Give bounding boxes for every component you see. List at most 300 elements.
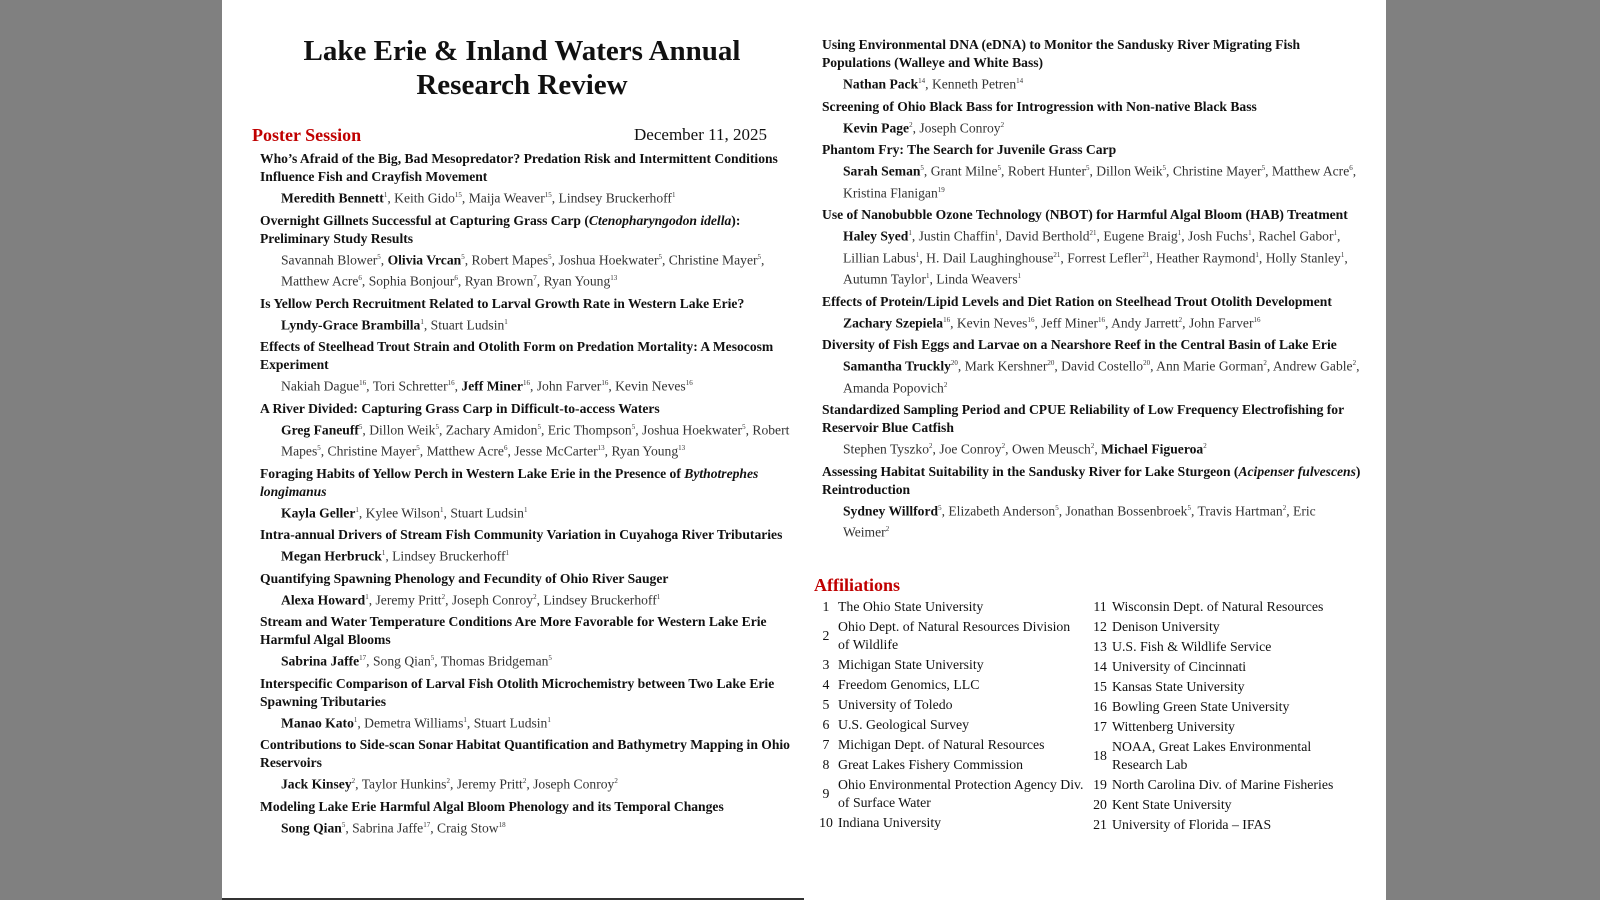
author-name: Christine Mayer — [668, 252, 758, 268]
author-name: Haley Syed — [843, 228, 909, 244]
author-name: Zachary Szepiela — [843, 315, 944, 331]
author-name: Dillon Weik — [369, 422, 436, 438]
affiliation-name: North Carolina Div. of Marine Fisheries — [1112, 777, 1334, 792]
poster-entry — [260, 212, 792, 291]
affiliation-row — [814, 676, 1084, 694]
poster-authors: Stephen Tyszko$^2$, Joe Conroy$^2$, Owen Meusch$^2$, Michael Figueroa$^2$ — [843, 441, 1207, 457]
affiliation-superscript: 5 — [1086, 164, 1090, 173]
affiliation-name: NOAA, Great Lakes Environmental Research Lab — [1112, 739, 1312, 772]
author-name: Lindsey Bruckerhoff — [543, 592, 657, 608]
affiliation-row — [1088, 658, 1358, 676]
affiliation-superscript: 7 — [533, 274, 537, 283]
affiliation-number: 12 — [1093, 619, 1107, 634]
affiliation-superscript: 5 — [631, 422, 636, 431]
affiliation-superscript: 2 — [1001, 442, 1006, 451]
affiliation-superscript: 1 — [523, 505, 528, 514]
poster-title: Effects of Protein/Lipid Levels and Diet Ration on Steelhead Trout Otolith Development — [822, 293, 1332, 309]
poster-authors: Savannah Blower$^5$, Olivia Vrcan$^5$, Robert Mapes$^5$, Joshua Hoekwater$^5$, Christine Mayer$^5$, Matthew Acre$^6$, Sophia Bonjour$^6$, Ryan Brown$^7$, Ryan Young$^{13}$ — [281, 252, 765, 289]
author-name: Linda Weavers — [936, 271, 1018, 287]
affiliation-superscript: 1 — [420, 317, 424, 326]
affiliation-superscript: 5 — [416, 444, 420, 453]
affiliation-superscript: 1 — [1340, 250, 1345, 259]
poster-entry — [822, 141, 1362, 202]
affiliation-superscript: 5 — [1187, 503, 1191, 512]
poster-title: Screening of Ohio Black Bass for Introgression with Non-native Black Bass — [822, 98, 1257, 114]
poster-title: A River Divided: Capturing Grass Carp in Difficult-to-access Waters — [260, 400, 660, 416]
poster-entry — [822, 401, 1362, 459]
poster-authors: Kayla Geller$^1$, Kylee Wilson$^1$, Stuart Ludsin$^1$ — [281, 505, 528, 521]
affiliation-superscript: 16 — [522, 379, 530, 388]
author-name: Ann Marie Gorman — [1156, 358, 1264, 374]
affiliation-superscript: 1 — [1017, 272, 1022, 281]
affiliation-superscript: 5 — [1055, 503, 1059, 512]
affiliation-superscript: 2 — [1203, 442, 1207, 451]
affiliation-superscript: 2 — [1000, 120, 1005, 129]
affiliation-superscript: 16 — [685, 379, 693, 388]
affiliation-superscript: 20 — [1143, 359, 1151, 368]
author-name: Craig Stow — [437, 820, 499, 836]
author-name: Samantha Truckly — [843, 358, 951, 374]
author-name: Kevin Neves — [956, 315, 1028, 331]
affiliation-superscript: 16 — [359, 379, 367, 388]
affiliation-row — [814, 716, 1084, 734]
affiliation-name: Indiana University — [838, 815, 942, 830]
author-name: Travis Hartman — [1197, 503, 1283, 519]
affiliation-superscript: 2 — [929, 442, 933, 451]
author-name: Ryan Brown — [464, 273, 534, 289]
affiliation-superscript: 1 — [995, 229, 999, 238]
affiliation-superscript: 5 — [461, 252, 465, 261]
affiliation-name: Freedom Genomics, LLC — [838, 677, 980, 692]
author-name: Alexa Howard — [281, 592, 366, 608]
affiliation-superscript: 2 — [1090, 442, 1095, 451]
author-name: Sarah Seman — [843, 163, 921, 179]
affiliation-name: Wittenberg University — [1112, 719, 1235, 734]
author-name: Olivia Vrcan — [387, 252, 462, 268]
title-line-1: Lake Erie & Inland Waters Annual — [303, 35, 741, 67]
poster-title: Stream and Water Temperature Conditions Are More Favorable for Western Lake Erie Harmful Algal Blooms — [260, 614, 767, 648]
poster-title: Effects of Steelhead Trout Strain and Otolith Form on Predation Mortality: A Mesocosm Experiment — [260, 339, 774, 373]
affiliation-superscript: 13 — [597, 444, 605, 453]
author-name: Eric Weimer — [843, 503, 1316, 540]
affiliation-superscript: 2 — [1282, 503, 1287, 512]
affiliation-number: 15 — [1093, 679, 1107, 694]
author-name: Holly Stanley — [1265, 250, 1341, 266]
affiliation-superscript: 21 — [1089, 229, 1097, 238]
affiliation-superscript: 1 — [1177, 229, 1182, 238]
author-name: Kevin Neves — [615, 378, 686, 394]
affiliation-row — [1088, 618, 1358, 636]
affiliation-superscript: 2 — [441, 592, 446, 601]
poster-authors: Sydney Willford$^5$, Elizabeth Anderson$^5$, Jonathan Bossenbroek$^5$, Travis Hartman$^2$, Eric Weimer$^2$ — [843, 503, 1316, 540]
poster-title: Intra-annual Drivers of Stream Fish Community Variation in Cuyahoga River Tributaries — [260, 527, 783, 543]
affiliation-number: 5 — [822, 697, 830, 712]
affiliation-superscript: 5 — [377, 252, 381, 261]
affiliation-superscript: 21 — [1053, 250, 1061, 259]
author-name: Thomas Bridgeman — [440, 653, 549, 669]
affiliation-row — [1088, 718, 1358, 736]
author-name: Matthew Acre — [426, 443, 504, 459]
affiliation-number: 11 — [1093, 599, 1107, 614]
poster-entry — [260, 613, 792, 671]
author-name: Amanda Popovich — [843, 380, 944, 396]
poster-entry — [260, 526, 792, 566]
affiliation-superscript: 5 — [1162, 164, 1167, 173]
affiliation-superscript: 5 — [938, 503, 942, 512]
author-name: Stephen Tyszko — [843, 441, 930, 457]
affiliation-superscript: 5 — [341, 820, 346, 829]
poster-entry — [260, 400, 792, 461]
affiliation-row — [1088, 678, 1358, 696]
affiliation-superscript: 6 — [358, 274, 362, 283]
affiliation-superscript: 5 — [317, 444, 321, 453]
author-name: Forrest Lefler — [1067, 250, 1143, 266]
affiliation-superscript: 13 — [610, 274, 618, 283]
affiliation-number: 18 — [1093, 748, 1107, 763]
affiliation-superscript: 1 — [915, 250, 920, 259]
affiliation-superscript: 20 — [950, 359, 958, 368]
affiliation-superscript: 2 — [446, 777, 450, 786]
affiliation-superscript: 13 — [678, 444, 686, 453]
author-name: Jeff Miner — [1041, 315, 1099, 331]
affiliation-superscript: 2 — [522, 777, 527, 786]
author-name: Joe Conroy — [939, 441, 1002, 457]
author-name: Christine Mayer — [327, 443, 417, 459]
affiliation-superscript: 2 — [614, 777, 618, 786]
author-name: John Farver — [1188, 315, 1254, 331]
author-name: Owen Meusch — [1011, 441, 1091, 457]
affiliation-superscript: 1 — [381, 549, 386, 558]
author-name: Matthew Acre — [281, 273, 359, 289]
poster-entry — [822, 98, 1362, 138]
author-name: Zachary Amidon — [445, 422, 538, 438]
poster-title: Foraging Habits of Yellow Perch in Western Lake Erie in the Presence of Bythotrephes longimanus — [260, 465, 759, 499]
author-name: Joshua Hoekwater — [642, 422, 743, 438]
author-name: Stuart Ludsin — [473, 715, 548, 731]
affiliation-row — [814, 656, 1084, 674]
affiliation-name: Wisconsin Dept. of Natural Resources — [1112, 599, 1324, 614]
affiliation-superscript: 5 — [1261, 164, 1266, 173]
author-name: Demetra Williams — [364, 715, 464, 731]
author-name: Jesse McCarter — [514, 443, 598, 459]
affiliation-superscript: 1 — [505, 549, 509, 558]
affiliation-superscript: 1 — [365, 592, 369, 601]
affiliation-superscript: 5 — [430, 654, 435, 663]
poster-entry — [822, 293, 1362, 333]
author-name: Andrew Gable — [1272, 358, 1353, 374]
affiliation-superscript: 2 — [1263, 359, 1267, 368]
poster-authors: Nakiah Dague$^{16}$, Tori Schretter$^{16}$, Jeff Miner$^{16}$, John Farver$^{16}$, Kevin Neves$^{16}$ — [281, 378, 693, 394]
author-name: Jeremy Pritt — [456, 776, 523, 792]
affiliation-name: U.S. Fish & Wildlife Service — [1112, 639, 1272, 654]
affiliation-superscript: 1 — [1255, 250, 1259, 259]
poster-authors: Greg Faneuff$^5$, Dillon Weik$^5$, Zachary Amidon$^5$, Eric Thompson$^5$, Joshua Hoekwater$^5$, Robert Mapes$^5$, Christine Mayer$^5$, Matthew Acre$^6$, Jesse McCarter$^{13}$, Ryan Young$^{13}$ — [281, 422, 790, 459]
author-name: Mark Kershner — [964, 358, 1048, 374]
poster-entry — [260, 798, 792, 838]
author-name: Kevin Page — [843, 120, 910, 136]
author-name: Joseph Conroy — [919, 120, 1001, 136]
affiliation-number: 13 — [1093, 639, 1107, 654]
poster-authors: Megan Herbruck$^1$, Lindsey Bruckerhoff$^1$ — [281, 548, 509, 564]
affiliation-superscript: 2 — [943, 380, 948, 389]
author-name: Sabrina Jaffe — [281, 653, 360, 669]
affiliation-superscript: 2 — [1178, 315, 1183, 324]
author-name: Megan Herbruck — [281, 548, 382, 564]
affiliation-number: 19 — [1093, 777, 1107, 792]
document-title — [252, 34, 792, 102]
title-line-2: Research Review — [416, 69, 628, 101]
affiliation-superscript: 5 — [537, 422, 541, 431]
author-name: Josh Fuchs — [1188, 228, 1249, 244]
author-name: Stuart Ludsin — [430, 317, 505, 333]
author-name: Sabrina Jaffe — [352, 820, 424, 836]
affiliation-superscript: 5 — [548, 252, 552, 261]
poster-entry — [822, 463, 1362, 542]
author-name: Andy Jarrett — [1111, 315, 1179, 331]
author-name: Eugene Braig — [1103, 228, 1178, 244]
affiliation-name: University of Cincinnati — [1112, 659, 1247, 674]
affiliation-superscript: 5 — [757, 252, 761, 261]
affiliation-number: 7 — [822, 737, 830, 752]
affiliation-superscript: 5 — [658, 252, 662, 261]
author-name: Meredith Bennett — [281, 190, 384, 206]
poster-title: Standardized Sampling Period and CPUE Reliability of Low Frequency Electrofishing for Reservoir Blue Catfish — [822, 402, 1344, 436]
affiliation-superscript: 14 — [918, 77, 926, 85]
author-name: Rachel Gabor — [1258, 228, 1334, 244]
author-name: Sydney Willford — [843, 503, 939, 519]
affiliation-superscript: 1 — [671, 191, 676, 199]
affiliations-heading: Affiliations — [814, 575, 901, 595]
affiliation-superscript: 5 — [548, 654, 552, 663]
poster-entry — [822, 336, 1362, 397]
author-name: Eric Thompson — [547, 422, 632, 438]
author-name: Sophia Bonjour — [368, 273, 455, 289]
poster-title: Who’s Afraid of the Big, Bad Mesopredator? Predation Risk and Intermittent Conditions Influence Fish and Crayfish Movement — [260, 151, 778, 184]
affiliation-superscript: 1 — [383, 191, 388, 199]
author-name: Lindsey Bruckerhoff — [558, 190, 672, 206]
author-name: Ryan Young — [543, 273, 611, 289]
affiliation-superscript: 18 — [498, 820, 506, 829]
affiliation-row — [814, 776, 1084, 812]
author-name: Maija Weaver — [468, 190, 545, 206]
author-name: Kayla Geller — [281, 505, 356, 521]
affiliation-number: 8 — [822, 757, 830, 772]
author-name: Jeremy Pritt — [375, 592, 442, 608]
poster-authors: Nathan Pack$^{14}$, Kenneth Petren$^{14}$ — [843, 76, 1024, 92]
affiliation-superscript: 2 — [351, 777, 356, 786]
affiliation-superscript: 1 — [440, 505, 444, 514]
author-name: Lillian Labus — [843, 250, 916, 266]
author-name: Robert Mapes — [281, 422, 790, 459]
affiliation-row — [814, 756, 1084, 774]
affiliation-superscript: 5 — [997, 164, 1002, 173]
affiliation-superscript: 2 — [885, 525, 890, 534]
author-name: Keith Gido — [394, 190, 455, 206]
poster-title: Assessing Habitat Suitability in the Sandusky River for Lake Sturgeon (Acipenser fulvescens) Reintroduction — [822, 463, 1361, 497]
poster-title: Using Environmental DNA (eDNA) to Monitor the Sandusky River Migrating Fish Populations (Walleye and White Bass) — [822, 37, 1301, 70]
affiliation-name: Michigan State University — [838, 657, 984, 672]
affiliation-superscript: 1 — [656, 592, 661, 601]
author-name: John Farver — [536, 378, 602, 394]
affiliation-superscript: 5 — [435, 422, 439, 431]
affiliation-row — [1088, 738, 1358, 774]
author-name: Tori Schretter — [372, 378, 448, 394]
author-name: Joseph Conroy — [533, 776, 615, 792]
author-name: Christine Mayer — [1172, 163, 1262, 179]
affiliation-superscript: 17 — [423, 820, 431, 829]
author-name: David Costello — [1061, 358, 1144, 374]
document-page — [222, 0, 1386, 900]
affiliation-superscript: 2 — [533, 592, 537, 601]
affiliation-number: 10 — [819, 815, 833, 830]
affiliation-number: 16 — [1093, 699, 1107, 714]
author-name: Joshua Hoekwater — [558, 252, 659, 268]
affiliations-column-right — [1088, 598, 1358, 836]
poster-title: Overnight Gillnets Successful at Capturing Grass Carp (Ctenopharyngodon idella): Preliminary Study Results — [260, 212, 741, 246]
affiliation-superscript: 15 — [454, 191, 462, 199]
affiliation-superscript: 16 — [601, 379, 609, 388]
affiliation-row — [1088, 796, 1358, 814]
poster-authors: Manao Kato$^1$, Demetra Williams$^1$, Stuart Ludsin$^1$ — [281, 715, 551, 731]
affiliation-superscript: 16 — [1253, 315, 1261, 324]
affiliation-superscript: 6 — [1349, 164, 1353, 173]
poster-authors: Zachary Szepiela$^{16}$, Kevin Neves$^{16}$, Jeff Miner$^{16}$, Andy Jarrett$^2$, John Farver$^{16}$ — [843, 315, 1261, 331]
affiliation-row — [1088, 698, 1358, 716]
affiliation-superscript: 15 — [544, 191, 552, 199]
affiliation-superscript: 1 — [926, 272, 930, 281]
affiliation-number: 1 — [822, 599, 830, 614]
affiliation-number: 9 — [822, 786, 830, 801]
affiliation-row — [814, 696, 1084, 714]
affiliation-superscript: 1 — [355, 505, 359, 514]
poster-authors: Jack Kinsey$^2$, Taylor Hunkins$^2$, Jeremy Pritt$^2$, Joseph Conroy$^2$ — [281, 776, 618, 792]
author-name: Nathan Pack — [843, 76, 919, 92]
author-name: Jeff Miner — [461, 378, 523, 394]
author-name: Lyndy-Grace Brambilla — [281, 317, 421, 333]
affiliation-row — [1088, 598, 1358, 616]
affiliation-superscript: 21 — [1142, 250, 1150, 259]
affiliation-superscript: 16 — [1027, 315, 1035, 324]
poster-title: Phantom Fry: The Search for Juvenile Grass Carp — [822, 142, 1117, 158]
affiliation-row — [814, 598, 1084, 616]
affiliation-superscript: 19 — [937, 185, 945, 194]
affiliation-number: 6 — [822, 717, 830, 732]
author-name: Elizabeth Anderson — [948, 503, 1056, 519]
affiliation-superscript: 17 — [359, 654, 367, 663]
poster-authors: Alexa Howard$^1$, Jeremy Pritt$^2$, Joseph Conroy$^2$, Lindsey Bruckerhoff$^1$ — [281, 592, 661, 608]
author-name: Matthew Acre — [1271, 163, 1350, 179]
author-name: Song Qian — [281, 820, 342, 836]
affiliation-superscript: 20 — [1047, 359, 1055, 368]
affiliation-superscript: 16 — [447, 379, 455, 388]
poster-title: Contributions to Side-scan Sonar Habitat Quantification and Bathymetry Mapping in Ohio Reservoirs — [260, 737, 790, 771]
author-name: H. Dail Laughinghouse — [926, 250, 1054, 266]
affiliation-name: Ohio Dept. of Natural Resources Division of Wildlife — [838, 619, 1071, 652]
author-name: Jonathan Bossenbroek — [1065, 503, 1188, 519]
affiliation-superscript: 5 — [742, 422, 746, 431]
affiliation-number: 3 — [822, 657, 830, 672]
poster-entry — [260, 675, 792, 733]
poster-authors: Kevin Page$^2$, Joseph Conroy$^2$ — [843, 120, 1005, 136]
author-name: Stuart Ludsin — [450, 505, 524, 521]
affiliation-number: 14 — [1093, 659, 1107, 674]
author-name: Savannah Blower — [281, 252, 378, 268]
poster-title: Modeling Lake Erie Harmful Algal Bloom Phenology and its Temporal Changes — [260, 798, 724, 814]
affiliation-name: Bowling Green State University — [1112, 699, 1290, 714]
affiliation-superscript: 1 — [353, 715, 358, 724]
author-name: Lindsey Bruckerhoff — [392, 548, 506, 564]
poster-title: Interspecific Comparison of Larval Fish Otolith Microchemistry between Two Lake Erie Spawning Tributaries — [260, 675, 775, 709]
affiliation-name: Great Lakes Fishery Commission — [838, 757, 1024, 772]
affiliation-superscript: 14 — [1016, 77, 1024, 85]
poster-title: Diversity of Fish Eggs and Larvae on a Nearshore Reef in the Central Basin of Lake Erie — [822, 337, 1337, 353]
affiliation-name: Michigan Dept. of Natural Resources — [838, 737, 1045, 752]
affiliation-row — [814, 736, 1084, 754]
affiliation-number: 4 — [822, 677, 830, 692]
author-name: Dillon Weik — [1096, 163, 1163, 179]
session-date: December 11, 2025 — [634, 125, 767, 144]
affiliation-name: The Ohio State University — [838, 599, 984, 614]
poster-entry — [822, 206, 1362, 289]
poster-authors: Meredith Bennett$^1$, Keith Gido$^{15}$, Maija Weaver$^{15}$, Lindsey Bruckerhoff$^1$ — [281, 190, 676, 206]
affiliation-name: U.S. Geological Survey — [838, 717, 970, 732]
author-name: Joseph Conroy — [451, 592, 534, 608]
author-name: Jack Kinsey — [281, 776, 352, 792]
affiliation-row — [814, 618, 1084, 654]
affiliation-row — [1088, 816, 1358, 834]
affiliation-superscript: 2 — [1352, 359, 1357, 368]
poster-list-right — [822, 36, 1362, 546]
poster-entry — [822, 36, 1362, 94]
poster-list-left — [260, 150, 792, 841]
poster-authors: Samantha Truckly$^{20}$, Mark Kershner$^{20}$, David Costello$^{20}$, Ann Marie Gorman$^2$, Andrew Gable$^2$, Amanda Popovich$^2$ — [843, 358, 1360, 396]
author-name: David Berthold — [1005, 228, 1090, 244]
affiliation-name: University of Florida – IFAS — [1112, 817, 1272, 832]
author-name: Grant Milne — [930, 163, 998, 179]
poster-authors: Haley Syed$^1$, Justin Chaffin$^1$, David Berthold$^{21}$, Eugene Braig$^1$, Josh Fuchs$^1$, Rachel Gabor$^1$, Lillian Labus$^1$, H. Dail Laughinghouse$^{21}$, Forrest Lefler$^{21}$, Heather Raymond$^1$, Holly Stanley$^1$, Autumn Taylor$^1$, Linda Weavers$^1$ — [843, 228, 1348, 287]
author-name: Taylor Hunkins — [361, 776, 447, 792]
affiliation-name: Kansas State University — [1112, 679, 1245, 694]
affiliation-number: 20 — [1093, 797, 1107, 812]
affiliation-superscript: 5 — [358, 422, 363, 431]
poster-authors: Lyndy-Grace Brambilla$^1$, Stuart Ludsin$^1$ — [281, 317, 508, 333]
affiliation-superscript: 1 — [547, 715, 551, 724]
poster-entry — [260, 570, 792, 610]
poster-title: Is Yellow Perch Recruitment Related to Larval Growth Rate in Western Lake Erie? — [260, 295, 745, 311]
poster-title: Quantifying Spawning Phenology and Fecundity of Ohio River Sauger — [260, 570, 669, 586]
author-name: Kristina Flanigan — [843, 185, 938, 201]
poster-authors: Sarah Seman$^5$, Grant Milne$^5$, Robert Hunter$^5$, Dillon Weik$^5$, Christine Mayer$^5$, Matthew Acre$^6$, Kristina Flanigan$^{19}$ — [843, 163, 1357, 201]
affiliation-superscript: 1 — [1333, 229, 1337, 238]
author-name: Justin Chaffin — [918, 228, 996, 244]
author-name: Greg Faneuff — [281, 422, 359, 438]
affiliation-superscript: 1 — [1248, 229, 1252, 238]
author-name: Song Qian — [372, 653, 431, 669]
poster-entry — [260, 295, 792, 335]
affiliation-superscript: 16 — [943, 315, 951, 324]
affiliation-number: 21 — [1093, 817, 1107, 832]
affiliation-row — [814, 814, 1084, 832]
author-name: Manao Kato — [281, 715, 354, 731]
affiliation-row — [1088, 776, 1358, 794]
author-name: Michael Figueroa — [1101, 441, 1204, 457]
author-name: Robert Hunter — [1007, 163, 1086, 179]
session-label: Poster Session — [252, 125, 362, 145]
affiliation-superscript: 1 — [504, 317, 508, 326]
author-name: Autumn Taylor — [843, 271, 926, 287]
affiliation-superscript: 16 — [1098, 315, 1106, 324]
author-name: Nakiah Dague — [281, 378, 360, 394]
